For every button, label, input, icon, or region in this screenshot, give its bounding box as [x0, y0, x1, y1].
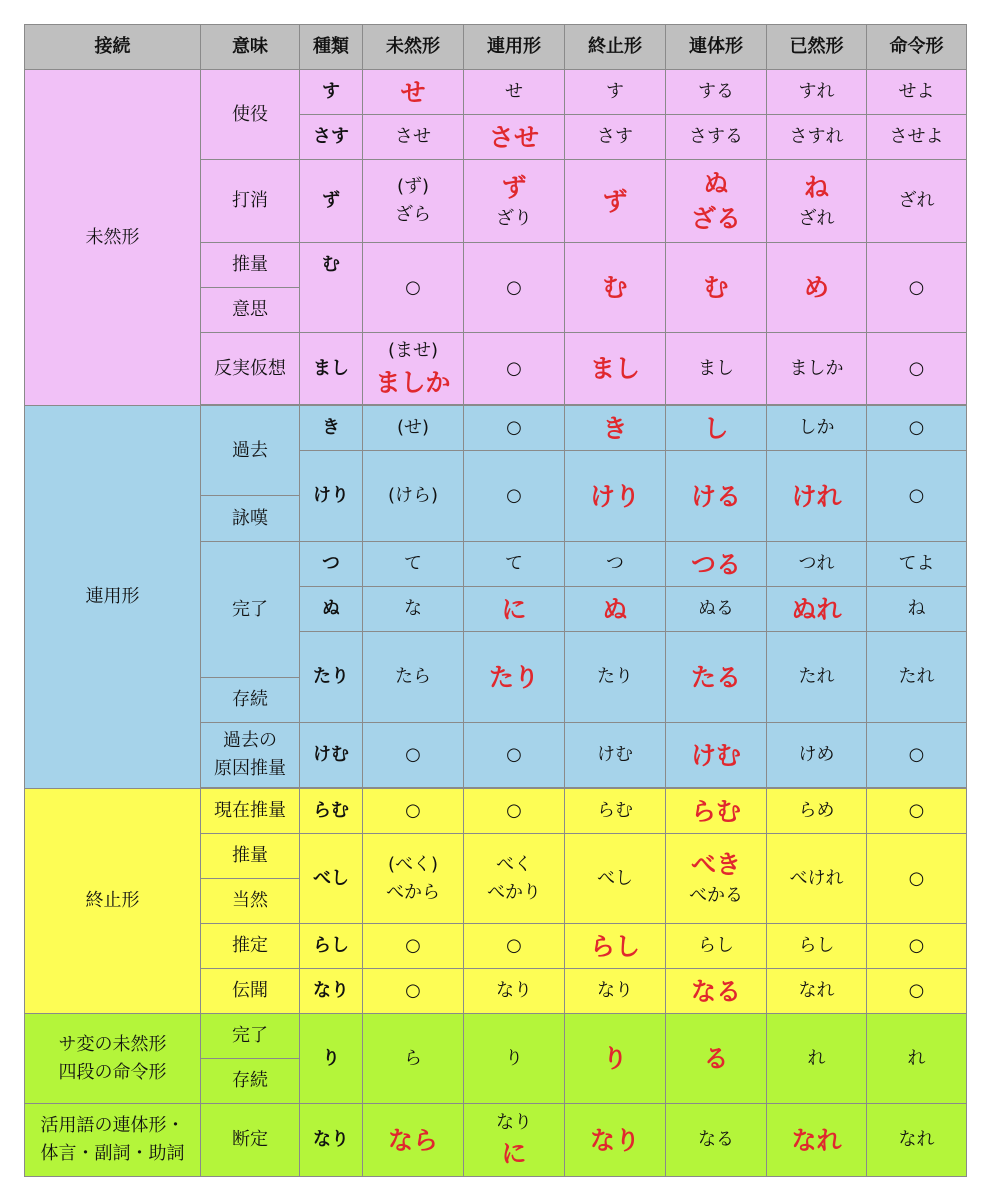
highlight-form: なれ — [791, 1125, 842, 1155]
header-shushi: 終止形 — [565, 25, 666, 70]
aux-keri: けり — [300, 451, 363, 542]
highlight-form: なら — [387, 1125, 438, 1155]
cell-mizen — [363, 333, 464, 405]
cell-izen: つれ — [767, 542, 867, 587]
cell-renyo: て — [464, 542, 565, 587]
cell-rentai: さする — [666, 115, 767, 160]
cell-mizen: ○ — [363, 924, 464, 969]
cell-shushi: けむ — [565, 723, 666, 788]
group-rentai-taigen — [25, 1104, 201, 1177]
aux-mu: む — [300, 243, 363, 333]
aux-ramu: らむ — [300, 789, 363, 834]
meaning-dantei: 断定 — [201, 1104, 300, 1177]
highlight-form: せ — [400, 77, 426, 107]
header-renyo: 連用形 — [464, 25, 565, 70]
cell-shushi: たり — [565, 632, 666, 723]
cell-meirei: ○ — [867, 969, 967, 1014]
header-mizen: 未然形 — [363, 25, 464, 70]
cell-shushi — [565, 333, 666, 405]
cell-shushi — [565, 243, 666, 333]
cell-mizen: ○ — [363, 969, 464, 1014]
header-rentai: 連体形 — [666, 25, 767, 70]
meaning-hanjitsu: 反実仮想 — [201, 333, 300, 405]
aux-tari: たり — [300, 632, 363, 723]
cell-izen — [767, 1104, 867, 1177]
cell-shushi — [565, 160, 666, 243]
highlight-form: に — [501, 594, 527, 624]
cell-meirei: させよ — [867, 115, 967, 160]
highlight-form: ね — [803, 172, 829, 202]
group-shushi: 終止形 — [25, 789, 201, 1014]
highlight-form: べき — [690, 850, 741, 880]
highlight-form: なり — [589, 1125, 640, 1155]
cell-shushi — [565, 587, 666, 632]
group-line: 四段の命令形 — [58, 1061, 167, 1083]
table-row — [25, 1104, 967, 1177]
highlight-form: ず — [501, 172, 527, 202]
header-connection: 接続 — [25, 25, 201, 70]
cell-izen — [767, 160, 867, 243]
highlight-form: なる — [690, 976, 741, 1006]
cell-shushi — [565, 451, 666, 542]
highlight-form: たる — [690, 662, 741, 692]
aux-ki: き — [300, 406, 363, 451]
highlight-form: し — [703, 413, 729, 443]
cell-meirei: なれ — [867, 1104, 967, 1177]
cell-rentai — [666, 1014, 767, 1104]
cell-shushi: さす — [565, 115, 666, 160]
aux-nari: なり — [300, 1104, 363, 1177]
aux-mashi: まし — [300, 333, 363, 405]
auxiliary-verb-conjugation-table — [24, 24, 967, 1177]
cell-mizen: ○ — [363, 243, 464, 333]
cell-shushi — [565, 924, 666, 969]
form-line: なり — [496, 1111, 532, 1133]
cell-renyo — [464, 834, 565, 924]
table-row — [25, 1014, 967, 1059]
cell-meirei: ○ — [867, 333, 967, 405]
cell-rentai: ぬる — [666, 587, 767, 632]
cell-mizen: (けら) — [363, 451, 464, 542]
aux-su: す — [300, 70, 363, 115]
meaning-genzai: 現在推量 — [201, 789, 300, 834]
cell-shushi — [565, 1014, 666, 1104]
highlight-form: けれ — [791, 481, 842, 511]
cell-mizen: ○ — [363, 789, 464, 834]
cell-rentai — [666, 160, 767, 243]
cell-izen: ましか — [767, 333, 867, 405]
cell-renyo — [464, 160, 565, 243]
cell-izen: れ — [767, 1014, 867, 1104]
group-renyo: 連用形 — [25, 406, 201, 789]
form-line: べから — [386, 881, 440, 903]
cell-izen: さすれ — [767, 115, 867, 160]
header-izen: 已然形 — [767, 25, 867, 70]
cell-izen — [767, 451, 867, 542]
cell-renyo — [464, 587, 565, 632]
form-line: べかり — [487, 881, 541, 903]
cell-meirei: たれ — [867, 632, 967, 723]
cell-renyo: せ — [464, 70, 565, 115]
highlight-form: けむ — [690, 740, 741, 770]
cell-meirei: ね — [867, 587, 967, 632]
cell-mizen: な — [363, 587, 464, 632]
group-line: サ変の未然形 — [58, 1033, 167, 1055]
cell-izen — [767, 243, 867, 333]
meaning-line: 過去の — [223, 730, 277, 752]
cell-mizen: たら — [363, 632, 464, 723]
cell-renyo: り — [464, 1014, 565, 1104]
highlight-form: まし — [589, 354, 640, 383]
highlight-form: ざる — [690, 204, 741, 233]
meaning-kako: 過去 — [201, 406, 300, 496]
cell-rentai: まし — [666, 333, 767, 405]
form-line: ざり — [496, 207, 532, 229]
meaning-suiryo: 推量 — [201, 243, 300, 288]
meaning-eitan: 詠嘆 — [201, 496, 300, 542]
meaning-line: 原因推量 — [214, 758, 286, 779]
cell-renyo — [464, 1104, 565, 1177]
table-row — [25, 789, 967, 834]
form-line: ざら — [395, 204, 431, 225]
highlight-form: ぬ — [602, 594, 628, 624]
meaning-suiryo: 推量 — [201, 834, 300, 879]
cell-shushi: らむ — [565, 789, 666, 834]
highlight-form: させ — [488, 122, 539, 152]
form-line: べく — [496, 853, 532, 875]
highlight-form: けり — [589, 481, 640, 511]
highlight-form: る — [703, 1044, 729, 1073]
cell-rentai — [666, 632, 767, 723]
cell-rentai — [666, 243, 767, 333]
cell-mizen — [363, 160, 464, 243]
cell-meirei: ○ — [867, 406, 967, 451]
form-line: (ず) — [396, 176, 430, 198]
meaning-sonzoku: 存続 — [201, 678, 300, 723]
cell-shushi: つ — [565, 542, 666, 587]
cell-meirei: てよ — [867, 542, 967, 587]
cell-meirei: ○ — [867, 834, 967, 924]
form-line: (ませ) — [387, 340, 439, 362]
meaning-ishi: 意思 — [201, 288, 300, 333]
meaning-kanryo: 完了 — [201, 1014, 300, 1059]
cell-renyo: ○ — [464, 451, 565, 542]
cell-izen — [767, 587, 867, 632]
cell-renyo: ○ — [464, 789, 565, 834]
meaning-sonzoku: 存続 — [201, 1059, 300, 1104]
cell-izen: けめ — [767, 723, 867, 788]
cell-meirei: れ — [867, 1014, 967, 1104]
cell-rentai — [666, 406, 767, 451]
cell-meirei: ○ — [867, 924, 967, 969]
highlight-form: む — [602, 273, 628, 302]
cell-meirei: ○ — [867, 723, 967, 788]
cell-renyo: ○ — [464, 406, 565, 451]
cell-shushi — [565, 406, 666, 451]
cell-rentai — [666, 451, 767, 542]
cell-renyo: ○ — [464, 333, 565, 405]
highlight-form: り — [602, 1044, 628, 1073]
cell-shushi: す — [565, 70, 666, 115]
meaning-suitei: 推定 — [201, 924, 300, 969]
cell-mizen — [363, 834, 464, 924]
aux-zu: ず — [300, 160, 363, 243]
cell-meirei: ○ — [867, 789, 967, 834]
cell-izen: すれ — [767, 70, 867, 115]
aux-beshi: べし — [300, 834, 363, 924]
highlight-form: ましか — [375, 367, 451, 397]
cell-meirei: せよ — [867, 70, 967, 115]
highlight-form: め — [803, 273, 829, 302]
cell-meirei: ざれ — [867, 160, 967, 243]
meaning-kako-genin — [201, 723, 300, 788]
form-line: ざれ — [798, 207, 835, 229]
cell-mizen — [363, 1104, 464, 1177]
cell-mizen: させ — [363, 115, 464, 160]
table-row — [25, 70, 967, 115]
highlight-form: たり — [488, 662, 539, 692]
form-line: (べく) — [387, 853, 439, 875]
highlight-form: ける — [690, 481, 741, 511]
group-line: 活用語の連体形・ — [40, 1115, 185, 1137]
cell-izen: たれ — [767, 632, 867, 723]
cell-mizen — [363, 70, 464, 115]
meaning-shieki: 使役 — [201, 70, 300, 160]
group-mizen: 未然形 — [25, 70, 201, 406]
cell-renyo: ○ — [464, 243, 565, 333]
highlight-form: ず — [602, 186, 628, 216]
cell-rentai — [666, 834, 767, 924]
group-line: 体言・副詞・助詞 — [40, 1143, 185, 1164]
cell-renyo — [464, 115, 565, 160]
cell-izen: らし — [767, 924, 867, 969]
aux-sasu: さす — [300, 115, 363, 160]
aux-ri: り — [300, 1014, 363, 1104]
aux-tsu: つ — [300, 542, 363, 587]
highlight-form: ぬ — [703, 169, 729, 198]
aux-nari: なり — [300, 969, 363, 1014]
cell-izen: しか — [767, 406, 867, 451]
cell-rentai — [666, 542, 767, 587]
highlight-form: らむ — [690, 796, 741, 826]
meaning-uchikeshi: 打消 — [201, 160, 300, 243]
highlight-form: つる — [690, 549, 741, 579]
group-sahen — [25, 1014, 201, 1104]
highlight-form: らし — [589, 931, 640, 961]
form-line: べかる — [689, 885, 743, 907]
highlight-form: む — [703, 273, 729, 302]
highlight-form: ぬれ — [791, 594, 842, 624]
meaning-kanryo: 完了 — [201, 542, 300, 678]
header-meaning: 意味 — [201, 25, 300, 70]
cell-izen: らめ — [767, 789, 867, 834]
cell-rentai — [666, 723, 767, 788]
meaning-denbun: 伝聞 — [201, 969, 300, 1014]
cell-renyo: ○ — [464, 723, 565, 788]
cell-izen: べけれ — [767, 834, 867, 924]
aux-kemu: けむ — [300, 723, 363, 788]
cell-renyo — [464, 632, 565, 723]
header-type: 種類 — [300, 25, 363, 70]
cell-mizen: (せ) — [363, 406, 464, 451]
cell-meirei: ○ — [867, 451, 967, 542]
table-row — [25, 406, 967, 451]
cell-renyo: ○ — [464, 924, 565, 969]
cell-rentai — [666, 969, 767, 1014]
cell-meirei: ○ — [867, 243, 967, 333]
cell-shushi — [565, 1104, 666, 1177]
highlight-form: に — [501, 1139, 527, 1169]
meaning-touzen: 当然 — [201, 879, 300, 924]
cell-shushi: べし — [565, 834, 666, 924]
aux-rashi: らし — [300, 924, 363, 969]
cell-shushi: なり — [565, 969, 666, 1014]
header-meirei: 命令形 — [867, 25, 967, 70]
cell-izen: なれ — [767, 969, 867, 1014]
cell-mizen: て — [363, 542, 464, 587]
cell-rentai: なる — [666, 1104, 767, 1177]
aux-nu: ぬ — [300, 587, 363, 632]
cell-mizen: ら — [363, 1014, 464, 1104]
cell-rentai — [666, 789, 767, 834]
cell-rentai: する — [666, 70, 767, 115]
highlight-form: き — [602, 413, 628, 443]
cell-mizen: ○ — [363, 723, 464, 788]
cell-rentai: らし — [666, 924, 767, 969]
cell-renyo: なり — [464, 969, 565, 1014]
